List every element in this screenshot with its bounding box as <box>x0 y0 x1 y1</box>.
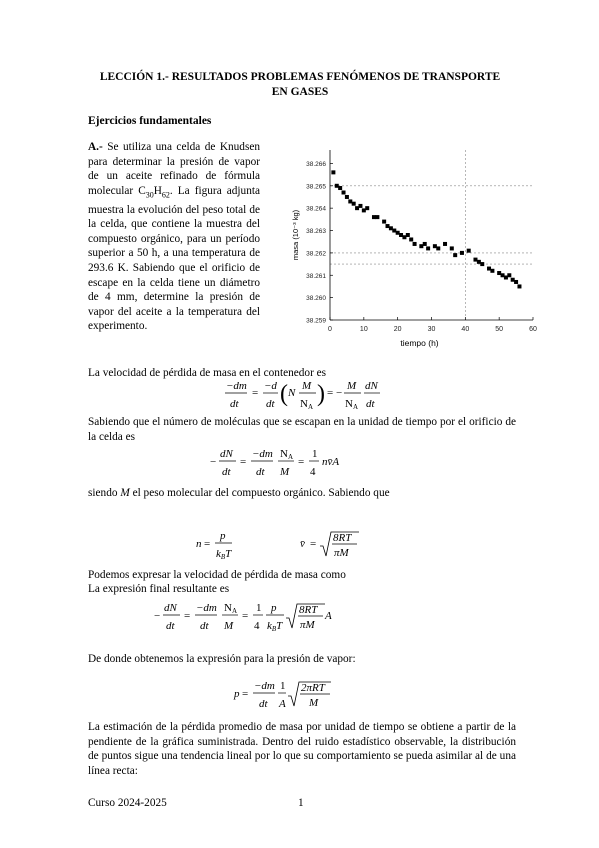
y-tick-label: 38.261 <box>306 272 326 280</box>
x-tick-label: 10 <box>359 326 368 333</box>
svg-text:−d: −d <box>264 380 277 392</box>
footer-course: Curso 2024-2025 <box>88 797 167 809</box>
y-tick-label: 38.264 <box>306 205 326 213</box>
svg-text:v̄: v̄ <box>300 538 305 550</box>
svg-text:1: 1 <box>280 680 286 692</box>
svg-text:dt: dt <box>259 698 268 710</box>
problem-text-a: Se utiliza una celda de Knudsen para determinar la presión de vapor de un aceite refinado de fórmula molecular C <box>88 141 260 197</box>
data-point <box>514 280 518 284</box>
svg-text:=: = <box>298 456 305 468</box>
svg-text:4: 4 <box>310 466 316 478</box>
svg-text:dN: dN <box>164 602 177 614</box>
x-tick-label: 30 <box>427 326 436 333</box>
svg-text:=: = <box>252 387 259 399</box>
y-axis-label: masa (10⁻³ kg) <box>291 209 300 261</box>
svg-text:M: M <box>224 620 234 632</box>
svg-text:kBT: kBT <box>267 620 283 633</box>
problem-label: A.- <box>88 141 103 153</box>
svg-text:dN: dN <box>365 380 378 392</box>
equation-final <box>152 598 372 636</box>
equation-molecule-flux <box>208 444 408 480</box>
svg-text:p: p <box>234 688 240 700</box>
data-point <box>467 249 471 253</box>
svg-text:= −: = − <box>327 387 343 399</box>
x-tick-label: 0 <box>328 326 332 333</box>
svg-text:dt: dt <box>166 620 175 632</box>
y-tick-label: 38.265 <box>306 183 326 191</box>
svg-text:−dm: −dm <box>252 448 273 460</box>
svg-text:M: M <box>302 380 312 392</box>
svg-text:(: ( <box>280 381 288 407</box>
x-tick-label: 20 <box>393 326 402 333</box>
svg-text:M: M <box>347 380 357 392</box>
formula-sub-2: 62 <box>161 190 170 200</box>
svg-text:4: 4 <box>254 620 260 632</box>
y-tick-label: 38.260 <box>306 295 326 303</box>
data-point <box>345 195 349 199</box>
svg-text:−: − <box>210 456 217 468</box>
formula-sub-1: 30 <box>145 190 154 200</box>
equation-vapor-pressure <box>232 676 362 714</box>
data-point <box>450 246 454 250</box>
data-point <box>423 242 427 246</box>
svg-text:NA: NA <box>224 602 238 615</box>
data-point <box>436 246 440 250</box>
problem-statement <box>88 140 260 334</box>
svg-text:πM: πM <box>300 619 315 631</box>
section-title: Ejercicios fundamentales <box>88 115 212 127</box>
svg-text:n: n <box>196 538 202 550</box>
svg-text:dt: dt <box>222 466 231 478</box>
svg-text:−dm: −dm <box>254 680 275 692</box>
svg-text:dt: dt <box>266 398 275 410</box>
svg-text:kBT: kBT <box>216 548 232 561</box>
y-tick-label: 38.262 <box>306 250 326 258</box>
paragraph-slope-estimation: La estimación de la pérdida promedio de masa por unidad de tiempo se obtiene a partir de la pendiente de la gráfica suministrada. Dentro del ruido estadístico observable, la distribución de puntos sigue una tendencia lineal por lo que su comportamiento se pueda asimilar al de una línea recta: <box>88 721 516 777</box>
data-point <box>480 262 484 266</box>
data-point <box>409 237 413 241</box>
svg-text:8RT: 8RT <box>299 604 318 616</box>
data-point <box>375 215 379 219</box>
svg-text:p: p <box>220 530 226 542</box>
x-tick-label: 40 <box>461 326 470 333</box>
x-axis-label: tiempo (h) <box>400 338 439 348</box>
mass-time-chart <box>268 140 548 352</box>
svg-text:): ) <box>317 381 325 407</box>
svg-text:NA: NA <box>345 398 359 411</box>
data-point <box>365 206 369 210</box>
paragraph-mass-rate: La velocidad de pérdida de masa en el contenedor es <box>88 367 327 379</box>
svg-text:=: = <box>184 610 191 622</box>
svg-text:1: 1 <box>312 448 318 460</box>
data-point <box>382 220 386 224</box>
svg-text:−dm: −dm <box>226 380 247 392</box>
problem-text-b: . La figura adjunta muestra la evolución del peso total de la celda, que contiene la muestra del compuesto orgánico, para un período superior a 50 h, a una temperatura de 293.6 K. Sabiendo que el orificio de escape en la celda tiene un diámetro de 4 mm, determine la presión de vapor del aceite a la temperatura del experimento. <box>88 184 261 333</box>
svg-text:dN: dN <box>220 448 233 460</box>
svg-text:=: = <box>240 456 247 468</box>
svg-text:A: A <box>325 610 332 622</box>
data-point <box>426 246 430 250</box>
data-point <box>331 170 335 174</box>
svg-text:dt: dt <box>230 398 239 410</box>
data-point <box>453 253 457 257</box>
svg-text:=: = <box>204 538 211 550</box>
y-tick-label: 38.263 <box>306 228 326 236</box>
svg-text:1: 1 <box>256 602 262 614</box>
svg-text:2πRT: 2πRT <box>301 682 325 694</box>
data-point <box>460 251 464 255</box>
paragraph-molecules: Sabiendo que el número de moléculas que se escapan en la unidad de tiempo por el orificio de la celda es <box>88 416 516 443</box>
svg-text:dt: dt <box>366 398 375 410</box>
svg-text:−dm: −dm <box>196 602 217 614</box>
svg-text:NA: NA <box>280 448 294 461</box>
svg-text:A: A <box>279 698 286 710</box>
svg-text:πM: πM <box>334 547 349 559</box>
paragraph-molecular-weight: siendo M el peso molecular del compuesto orgánico. Sabiendo que <box>88 487 390 499</box>
svg-text:M: M <box>309 697 319 709</box>
footer-page-number: 1 <box>298 797 304 809</box>
data-point <box>507 273 511 277</box>
data-point <box>352 202 356 206</box>
title-line-2: EN GASES <box>271 86 329 98</box>
svg-text:dt: dt <box>200 620 209 632</box>
data-point <box>443 242 447 246</box>
svg-text:N: N <box>288 387 296 399</box>
paragraph-final-expression: La expresión final resultante es <box>88 583 230 595</box>
svg-text:−: − <box>154 610 161 622</box>
document-title <box>80 70 520 100</box>
svg-text:dt: dt <box>256 466 265 478</box>
data-point <box>517 284 521 288</box>
y-tick-label: 38.266 <box>306 160 326 168</box>
data-point <box>338 186 342 190</box>
svg-text:=: = <box>310 538 317 550</box>
data-point <box>342 191 346 195</box>
paragraph-express-rate: Podemos expresar la velocidad de pérdida de masa como <box>88 569 346 581</box>
svg-text:=: = <box>242 688 249 700</box>
data-point <box>406 233 410 237</box>
svg-text:M: M <box>280 466 290 478</box>
paragraph-vapor-pressure: De donde obtenemos la expresión para la presión de vapor: <box>88 653 356 665</box>
svg-text:=: = <box>242 610 249 622</box>
data-point <box>358 204 362 208</box>
x-tick-label: 50 <box>495 326 504 333</box>
svg-text:8RT: 8RT <box>333 532 352 544</box>
title-line-1: LECCIÓN 1.- RESULTADOS PROBLEMAS FENÓMENOS DE TRANSPORTE <box>99 71 501 83</box>
data-point <box>413 242 417 246</box>
svg-text:nv̄A: nv̄A <box>322 456 340 468</box>
formula-h: H <box>153 184 162 197</box>
svg-text:p: p <box>271 602 277 614</box>
x-tick-label: 60 <box>529 326 537 333</box>
y-tick-label: 38.259 <box>306 317 326 325</box>
svg-text:NA: NA <box>300 398 314 411</box>
equation-density-speed <box>194 526 364 562</box>
data-point <box>490 269 494 273</box>
equation-mass-rate <box>220 376 420 412</box>
